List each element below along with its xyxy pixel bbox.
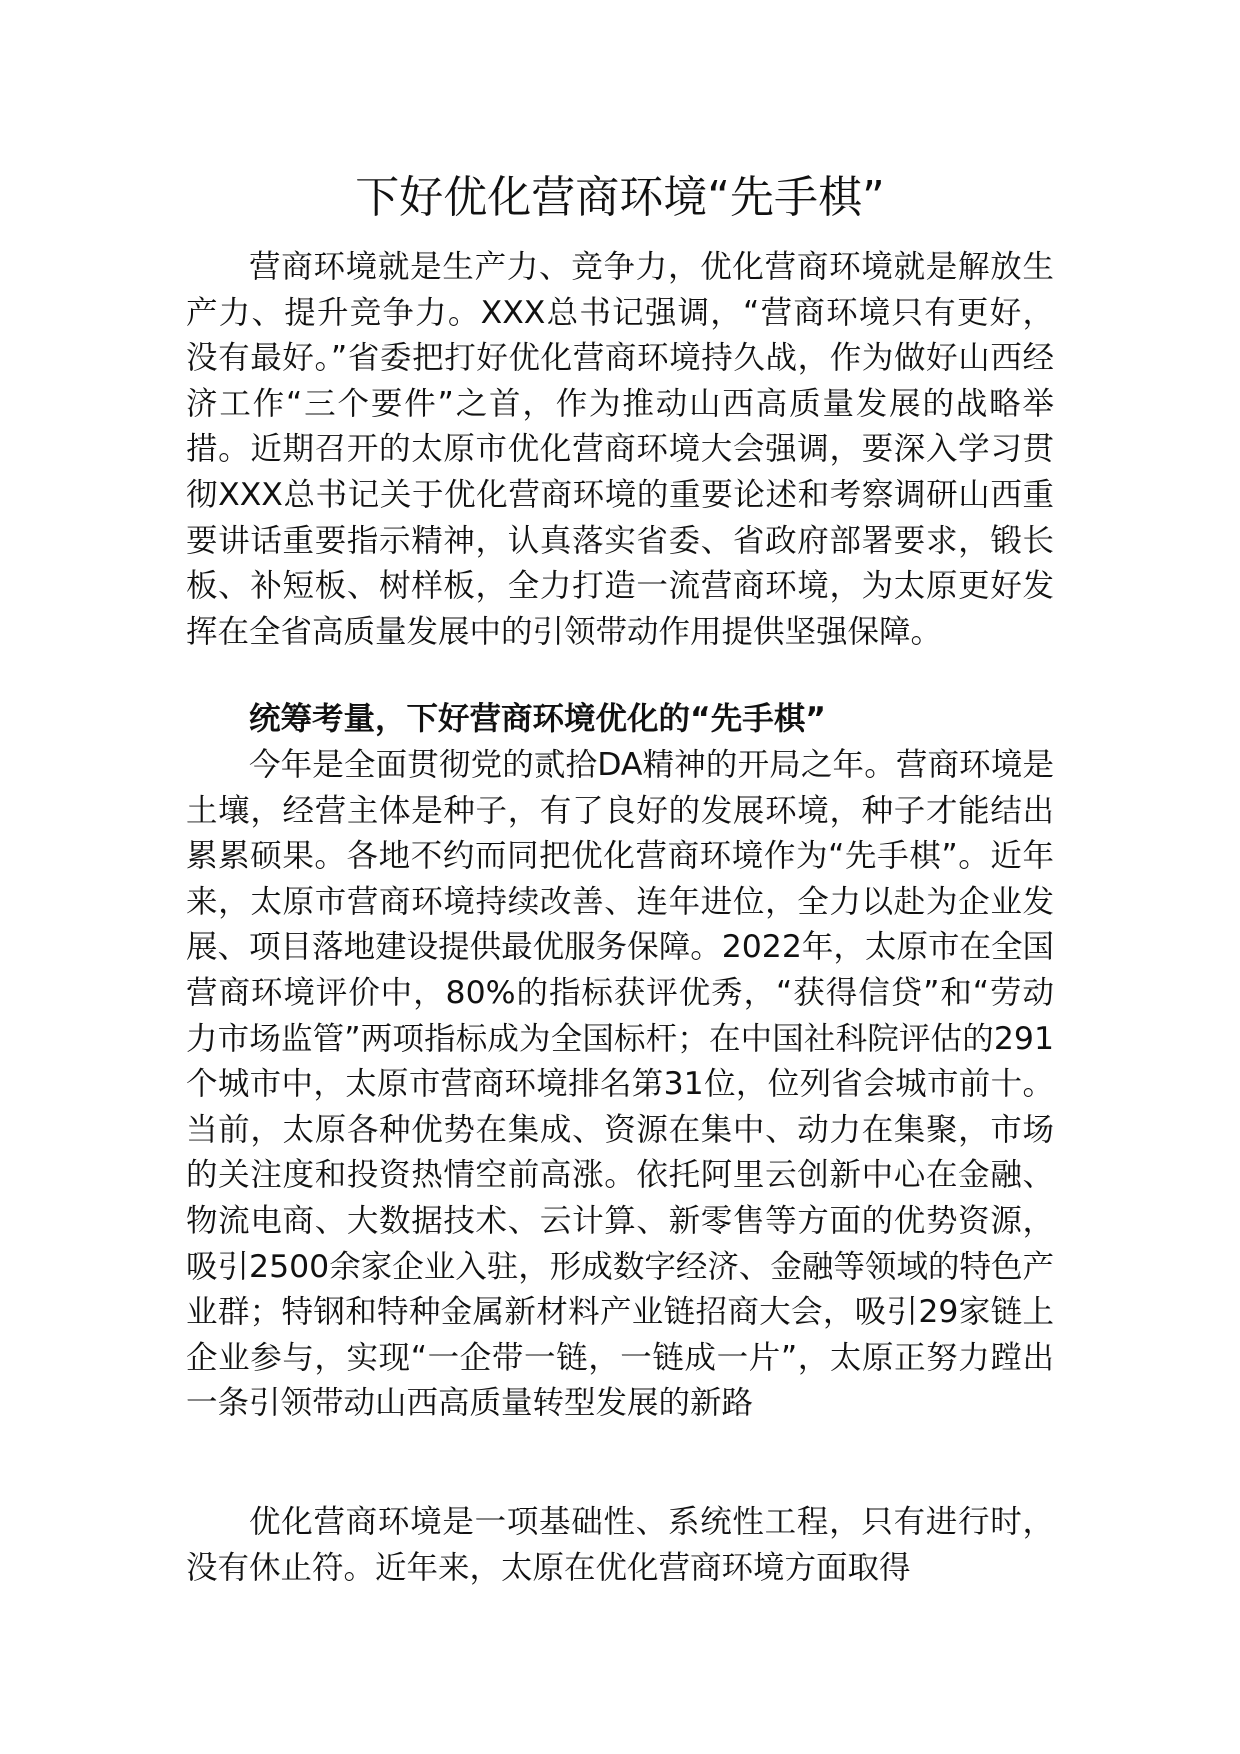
continuation-paragraph: 优化营商环境是一项基础性、系统性工程，只有进行时，没有休止符。近年来，太原在优化营商环境方面取得 — [186, 1504, 1054, 1586]
section-heading: 统筹考量，下好营商环境优化的“先手棋” — [249, 701, 826, 737]
intro-section — [186, 245, 1054, 655]
document-title: 下好优化营商环境“先手棋” — [355, 172, 885, 223]
continuation-section — [186, 1500, 1054, 1591]
section-paragraph: 今年是全面贯彻党的贰拾DA精神的开局之年。营商环境是土壤，经营主体是种子，有了良好的发展环境，种子才能结出累累硕果。各地不约而同把优化营商环境作为“先手棋”。近年来，太原市营商环境持续改善、连年进位，全力以赴为企业发展、项目落地建设提供最优服务保障。2022年，太原市在全国营商环境评价中，80%的指标获评优秀，“获得信贷”和“劳动力市场监管”两项指标成为全国标杆；在中国社科院评估的291个城市中，太原市营商环境排名第31位，位列省会城市前十。当前，太原各种优势在集成、资源在集中、动力在集聚，市场的关注度和投资热情空前高涨。依托阿里云创新中心在金融、物流电商、大数据技术、云计算、新零售等方面的优势资源，吸引2500余家企业入驻，形成数字经济、金融等领域的特色产业群；特钢和特种金属新材料产业链招商大会，吸引29家链上企业参与，实现“一企带一链，一链成一片”，太原正努力蹚出一条引领带动山西高质量转型发展的新路 — [186, 747, 1054, 1422]
intro-paragraph: 营商环境就是生产力、竞争力，优化营商环境就是解放生产力、提升竞争力。XXX总书记强调，“营商环境只有更好，没有最好。”省委把打好优化营商环境持久战，作为做好山西经济工作“三个要件”之首，作为推动山西高质量发展的战略举措。近期召开的太原市优化营商环境大会强调，要深入学习贯彻XXX总书记关于优化营商环境的重要论述和考察调研山西重要讲话重要指示精神，认真落实省委、省政府部署要求，锻长板、补短板、树样板，全力打造一流营商环境，为太原更好发挥在全省高质量发展中的引领带动作用提供坚强保障。 — [186, 249, 1054, 650]
section-body — [186, 743, 1054, 1427]
